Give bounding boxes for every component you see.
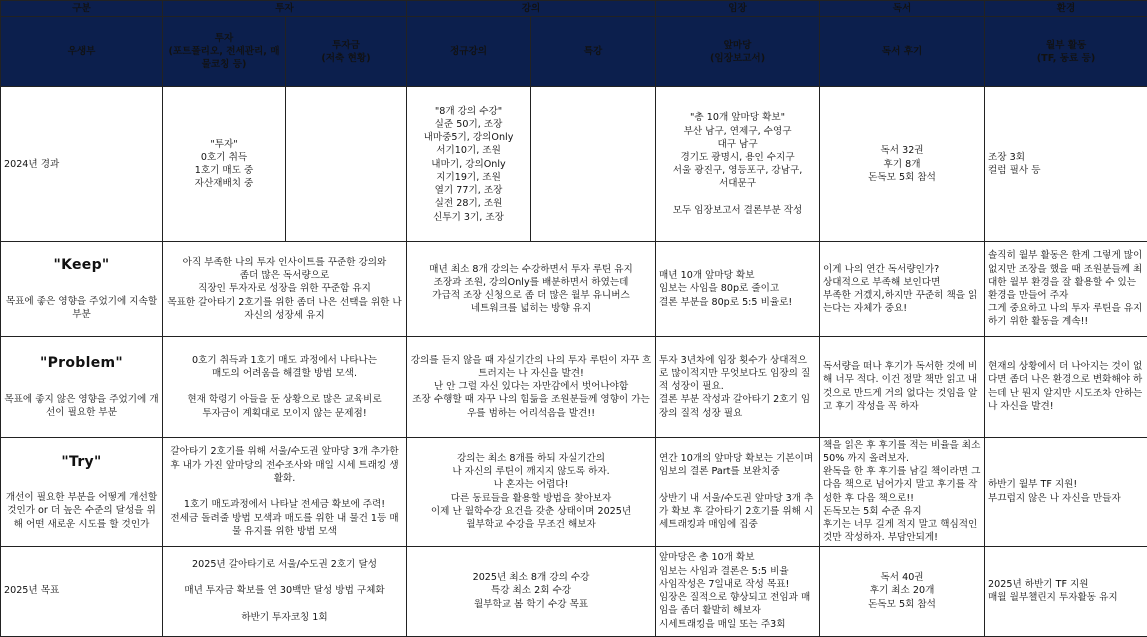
header-row-1: [1, 1, 1147, 17]
cell-try-activity: 하반기 월부 TF 지원! 부끄럽지 않은 나 자신을 만들자: [985, 437, 1147, 546]
cell-2024-funds: [286, 87, 407, 242]
cell-problem-reading: 독서량을 떠나 후기가 독서한 것에 비해 너무 적다. 이건 정말 책만 읽고 내 것으로 만드게 거의 없다는 것임을 알고 후기 작성을 꼭 하자: [820, 336, 985, 437]
header-environment: 환경: [985, 1, 1147, 17]
try-title: "Try": [4, 453, 159, 472]
subheader-regular-lecture: 정규강의: [407, 17, 531, 87]
header-reading: 독서: [820, 1, 985, 17]
cell-try-reading: 책을 읽은 후 후기를 적는 비율을 최소 50% 까지 올려보자. 완독을 한 후 후기를 남길 책이라면 그 다음 책으로 넘어가지 말고 후기를 작성한 후 다음 책으로!! 돈독모는 5회 수준 유지 후기는 너무 길게 적지 말고 핵심적인 것만 작성하자. 부담안되게!: [820, 437, 985, 546]
cell-2025-field: 앞마당은 총 10개 확보 임보는 사임과 결론은 5:5 비율 사임작성은 7일내로 작성 목표! 임장은 질적으로 향상되고 전임과 매임을 좀더 활발히 해보자 시세트래킹을 매일 또는 주3회: [656, 546, 820, 636]
cell-2024-activity: 조장 3회 컬럼 필사 등: [985, 87, 1147, 242]
keep-title: "Keep": [4, 256, 159, 275]
subheader-field-report: 앞마당 (임장보고서): [656, 17, 820, 87]
row-label-keep: [1, 242, 163, 336]
cell-keep-field: 매년 10개 앞마당 확보 임보는 사임을 80p로 줄이고 결론 부분을 80p로 5:5 비율로!: [656, 242, 820, 336]
cell-keep-activity: 솔직히 월부 활동은 한계 그렇게 많이 없지만 조장을 했을 때 조원분들께 최대한 월부 환경을 잘 활용할 수 있는 환경을 만들어 주자 그게 중요하고 나의 투자 루틴을 유지하기 위한 활동을 계속!!: [985, 242, 1147, 336]
cell-2024-reading: 독서 32권 후기 8개 돈독모 5회 참석: [820, 87, 985, 242]
row-try: [1, 437, 1147, 546]
row-2024: [1, 87, 1147, 242]
row-label-2025: 2025년 목표: [1, 546, 163, 636]
keep-desc: 목표에 좋은 영향을 주었기에 지속할 부분: [4, 295, 159, 321]
header-category: 구분: [1, 1, 163, 17]
row-2025-goal: [1, 546, 1147, 636]
cell-try-investment: 갈아타기 2호기를 위해 서울/수도권 앞마당 3개 추가한 후 내가 가진 앞마당의 전수조사와 매일 시세 트래킹 생활화. 1호기 매도과정에서 나타날 전세금 확보에 주력! 전세금 돌려줄 방법 모색과 매도를 위한 내 물건 1등 매물 유지를 위한 방법 모색: [163, 437, 407, 546]
subheader-investment: 투자 (포트폴리오, 전세관리, 매물코칭 등): [163, 17, 286, 87]
header-row-2: [1, 17, 1147, 87]
cell-2024-investment: "투자" 0호기 취득 1호기 매도 중 자산재배치 중: [163, 87, 286, 242]
row-label-problem: [1, 336, 163, 437]
cell-keep-investment: 아직 부족한 나의 투자 인사이트를 꾸준한 강의와 좀더 많은 독서량으로 직장인 투자자로 성장을 위한 꾸준함 유지 목표한 갈아타기 2호기를 위한 좀더 나은 선택을 위한 나 자신의 성장세 유지: [163, 242, 407, 336]
cell-2024-regular-lecture: "8개 강의 수강" 실준 50기, 조장 내마중5기, 강의Only 서기10기, 조원 내마기, 강의Only 지기19기, 조원 열기 77기, 조장 실전 28기, 조원 신투기 3기, 조장: [407, 87, 531, 242]
try-desc: 개선이 필요한 부분을 어떻게 개선할 것인가 or 더 높은 수준의 달성을 위해 어떤 새로운 시도를 할 것인가: [4, 491, 159, 531]
problem-desc: 목표에 좋지 않은 영향을 주었기에 개선이 필요한 부분: [4, 393, 159, 419]
subheader-book-review: 독서 후기: [820, 17, 985, 87]
cell-try-field: 연간 10개의 앞마당 확보는 기본이며 임보의 결론 Part를 보완치중 상반기 내 서울/수도권 앞마당 3개 추가 확보 후 갈아타기 2호기를 위해 시세트래킹과 매임에 집중: [656, 437, 820, 546]
row-label-2024: 2024년 경과: [1, 87, 163, 242]
cell-problem-field: 투자 3년차에 임장 횟수가 상대적으로 많이적지만 무엇보다도 임장의 질적 성장이 필요. 결론 부분 작성과 갈아타기 2호기 임장의 질적 성장 필요: [656, 336, 820, 437]
cell-keep-reading: 이게 나의 연간 독서량인가? 상대적으로 부족해 보인다면 부족한 거겠지,하지만 꾸준히 책을 읽는다는 자체가 중요!: [820, 242, 985, 336]
cell-2025-reading: 독서 40권 후기 최소 20개 돈독모 5회 참석: [820, 546, 985, 636]
row-label-try: [1, 437, 163, 546]
row-problem: [1, 336, 1147, 437]
row-keep: [1, 242, 1147, 336]
cell-problem-lecture: 강의를 듣지 않을 때 자실기간의 나의 투자 루틴이 자꾸 흐트러지는 나 자신을 발견! 난 안 그럴 자신 있다는 자만감에서 벗어나야함 조장 수행할 때 자꾸 나의 힘듦을 조원분들께 영향이 가는 우를 범하는 어리석음을 발견!!: [407, 336, 656, 437]
subheader-investment-funds: 투자금 (저축 현황): [286, 17, 407, 87]
problem-title: "Problem": [4, 354, 159, 373]
header-lecture: 강의: [407, 1, 656, 17]
cell-keep-lecture: 매년 최소 8개 강의는 수강하면서 투자 루틴 유지 조장과 조원, 강의Only를 배분하면서 하였는데 가급적 조장 신청으로 좀 더 많은 월부 유니버스 네트워크를 넓히는 방향 유지: [407, 242, 656, 336]
cell-2025-lecture: 2025년 최소 8개 강의 수강 특강 최소 2회 수강 월부학교 봄 학기 수강 목표: [407, 546, 656, 636]
header-investment: 투자: [163, 1, 407, 17]
subheader-label: 우생부: [1, 17, 163, 87]
header-field-visit: 임장: [656, 1, 820, 17]
subheader-activity: 월부 활동 (TF, 동료 등): [985, 17, 1147, 87]
cell-problem-investment: 0호기 취득과 1호기 매도 과정에서 나타나는 매도의 어려움을 해결할 방법 모색. 현재 학령기 아들을 둔 상황으로 많은 교육비로 투자금이 계획대로 모이지 않는 문제점!: [163, 336, 407, 437]
cell-2025-activity: 2025년 하반기 TF 지원 매월 월부챌린지 투자활동 유지: [985, 546, 1147, 636]
cell-try-lecture: 강의는 최소 8개를 하되 자실기간의 나 자신의 루틴이 깨지지 않도록 하자. 나 혼자는 어렵다! 다른 동료들을 활용할 방법을 찾아보자 이제 난 월학수강 요건을 갖춘 상태이며 2025년 월부학교 수강을 무조건 해보자: [407, 437, 656, 546]
cell-problem-activity: 현재의 상황에서 더 나아지는 것이 없다면 좀더 나은 환경으로 변화해야 하는데 난 뭔지 알지만 시도조차 안하는 나 자신을 발견!: [985, 336, 1147, 437]
cell-2024-field-report: "총 10개 앞마당 확보" 부산 남구, 연제구, 수영구 대구 남구 경기도 광명시, 용인 수지구 서울 광진구, 영등포구, 강남구, 서대문구 모두 임장보고서 결론부분 작성: [656, 87, 820, 242]
cell-2024-special-lecture: [531, 87, 656, 242]
cell-2025-investment: 2025년 갈아타기로 서울/수도권 2호기 달성 매년 투자금 확보를 연 30백만 달성 방법 구체화 하반기 투자코칭 1회: [163, 546, 407, 636]
subheader-special-lecture: 특강: [531, 17, 656, 87]
